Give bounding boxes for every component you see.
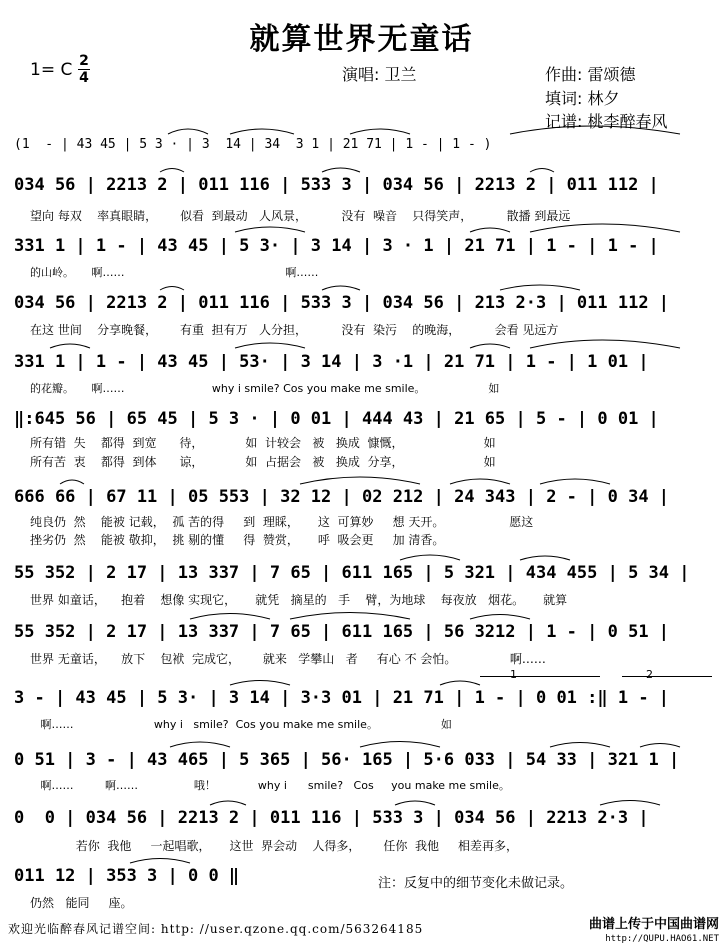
slur-arc [168, 129, 208, 134]
slur-arc [550, 743, 610, 748]
slur-arc [470, 344, 510, 348]
score-row-12: 011 12 | 353 3 | 0 0 ‖ [14, 866, 240, 886]
slur-arc [235, 227, 305, 232]
score-row-7: 55 352 | 2 17 | 13 337 | 7 65 | 611 165 | 5 321 | 434 455 | 5 34 | [14, 563, 690, 583]
site-stamp-title: 曲谱上传于中国曲谱网 [588, 917, 719, 932]
score-row-8: 55 352 | 2 17 | 13 337 | 7 65 | 611 165 | 56 3212 | 1 - | 0 51 | [14, 622, 670, 642]
score-row-4: 331 1 | 1 - | 43 45 | 53· | 3 14 | 3 ·1 | 21 71 | 1 - | 1 01 | [14, 352, 649, 372]
footer-text: 欢迎光临醉春风记谱空间: http: //user.qzone.qq.com/563264185 [8, 922, 424, 936]
slur-arc [530, 340, 680, 348]
time-signature-bottom: 4 [79, 70, 89, 86]
score-row-5: ‖:645 56 | 65 45 | 5 3 · | 0 01 | 444 43 | 21 65 | 5 - | 0 01 | [14, 409, 659, 429]
slur-arc [520, 556, 570, 560]
notator-credit: 记谱: 桃李醉春风 [545, 112, 668, 131]
time-signature-top: 2 [79, 53, 89, 69]
slur-arc [400, 555, 460, 560]
volta-2-bracket [622, 676, 712, 677]
lyric-row-12: 仍然 能同 座。 [30, 896, 133, 910]
slur-arc [470, 615, 530, 620]
score-row-11: 0 0 | 034 56 | 2213 2 | 011 116 | 533 3 | 034 56 | 2213 2·3 | [14, 808, 649, 828]
lyric-row-6a: 纯良仍 然 能被 记载， 孤 苦的得 到 理睬， 这 可算妙 想 天开。 愿这 [30, 515, 534, 529]
slur-arc [322, 168, 360, 172]
composer-credit: 作曲: 雷颂德 [545, 65, 636, 84]
slur-arc [470, 228, 510, 232]
slur-arc [450, 479, 510, 484]
slur-arc [322, 286, 360, 290]
lyric-row-8: 世界 无童话， 放下 包袱 完成它， 就来 学攀山 者 有心 不 会怕。 啊…… [30, 652, 546, 666]
slur-arc [235, 343, 305, 348]
score-row-9: 3 - | 43 45 | 5 3· | 3 14 | 3·3 01 | 21 71 | 1 - | 0 01 :‖ 1 - | [14, 688, 670, 708]
slur-arc [230, 129, 294, 134]
slur-arc [300, 477, 420, 484]
song-title: 就算世界无童话 [249, 22, 474, 57]
time-signature [78, 54, 90, 85]
lyric-row-1: 望向 每双 率真眼睛， 似看 到最动 人风景， 没有 噪音 只得笑声， 散播 到最远 [30, 209, 571, 223]
singer-credit: 演唱: 卫兰 [342, 65, 417, 84]
lyric-row-5a: 所有错 失 都得 到宽 待， 如 计较会 被 换成 慷慨， 如 [30, 436, 496, 450]
volta-2-label: 2 [646, 668, 653, 681]
slur-arc [210, 801, 246, 805]
key-signature: 1= C [30, 60, 73, 80]
lyricist-credit: 填词: 林夕 [545, 89, 620, 108]
slur-arc [160, 287, 184, 291]
lyric-row-4: 的花瓣。 啊…… why i smile? Cos you make me smile。 如 [30, 382, 500, 395]
lyric-row-2: 的山岭。 啊…… 啊…… [30, 266, 319, 279]
lyric-row-9: 啊…… why i smile? Cos you make me smile。 如 [30, 718, 452, 731]
slur-arc [170, 742, 230, 747]
score-row-10: 0 51 | 3 - | 43 465 | 5 365 | 56· 165 | 5·6 033 | 54 33 | 321 1 | [14, 750, 680, 770]
volta-1-bracket [480, 676, 600, 677]
lyric-row-10: 啊…… 啊…… 哦！ why i smile? Cos you make me smile。 [30, 779, 510, 792]
lyric-row-3: 在这 世间 分享晚餐， 有重 担有万 人分担， 没有 染污 的晚海， 会看 见远方 [30, 323, 559, 337]
intro-line: (1 - | 43 45 | 5 3 · | 3 14 | 34 3 1 | 21 71 | 1 - | 1 - ) [14, 137, 492, 152]
slur-arc [160, 169, 184, 173]
slur-arc [360, 742, 440, 748]
slur-arc [640, 744, 680, 748]
slur-arc [60, 480, 84, 484]
slur-arc [350, 129, 410, 134]
slur-arc [600, 801, 660, 806]
slur-arc [290, 613, 410, 620]
lyric-row-11: 若你 我他 一起唱歌， 这世 界会动 人得多， 任你 我他 相差再多， [30, 839, 519, 853]
score-row-1: 034 56 | 2213 2 | 011 116 | 533 3 | 034 56 | 2213 2 | 011 112 | [14, 175, 659, 195]
score-row-3: 034 56 | 2213 2 | 011 116 | 533 3 | 034 56 | 213 2·3 | 011 112 | [14, 293, 670, 313]
lyric-row-7: 世界 如童话， 抱着 想像 实现它， 就凭 摘星的 手 臂，为地球 每夜放 烟花。 就算 [30, 593, 568, 607]
site-stamp-url: http://QUPU.HAO61.NET [605, 934, 719, 944]
volta-1-label: 1 [510, 668, 517, 681]
slur-arc [530, 169, 554, 173]
slur-arc [395, 801, 435, 805]
slur-arc [230, 681, 290, 686]
slur-arc [50, 344, 90, 348]
repeat-note-comment: 注：反复中的细节变化未做记录。 [378, 876, 574, 891]
slur-arc [540, 479, 610, 484]
score-row-2: 331 1 | 1 - | 43 45 | 5 3· | 3 14 | 3 · 1 | 21 71 | 1 - | 1 - | [14, 236, 659, 256]
site-stamp [589, 918, 719, 946]
score-row-6: 666 66 | 67 11 | 05 553 | 32 12 | 02 212 | 24 343 | 2 - | 0 34 | [14, 487, 670, 507]
slur-arc [440, 681, 480, 685]
slur-arc [190, 614, 270, 620]
slur-arc [500, 285, 580, 290]
slur-arc [130, 859, 190, 864]
lyric-row-5b: 所有苦 衷 都得 到体 谅， 如 占据会 被 换成 分享， 如 [30, 455, 496, 469]
lyric-row-6b: 挫劣仍 然 能被 敬抑， 挑 剔的懂 得 赞赏， 呼 吸会更 加 清香。 [30, 533, 445, 547]
slur-arc [530, 224, 680, 232]
